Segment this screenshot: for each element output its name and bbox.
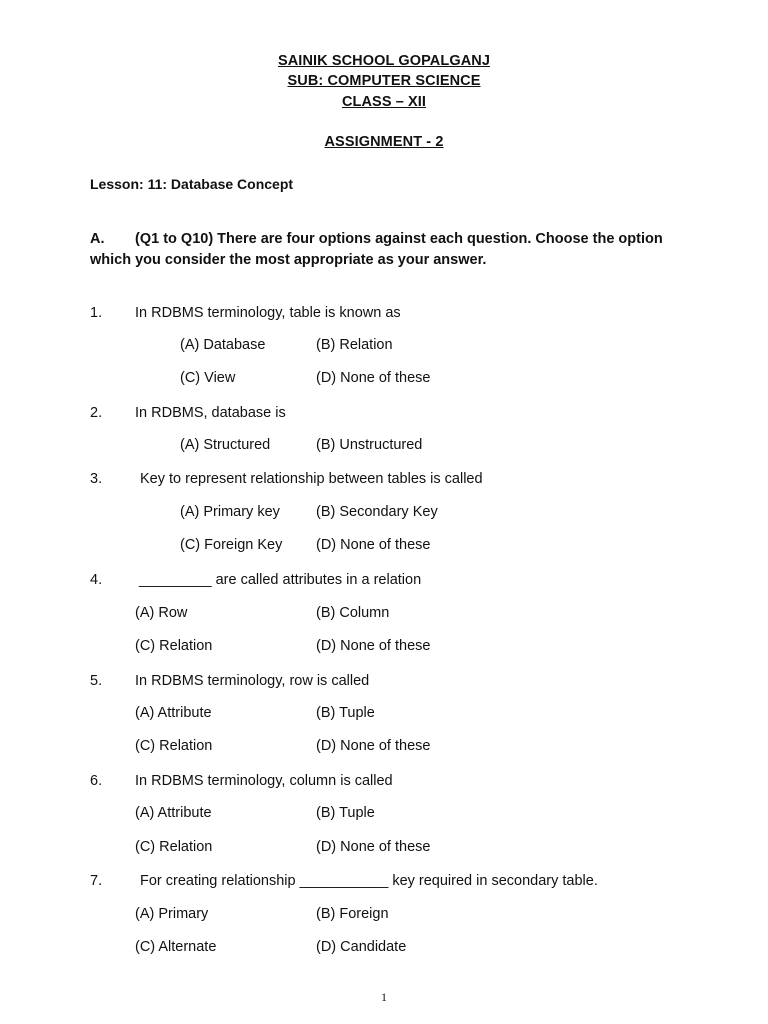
question-number: 7. [90, 873, 103, 889]
question-number: 6. [90, 773, 103, 789]
section-a-label: A. [90, 231, 105, 247]
question-text: For creating relationship ___________ key required in secondary table. [140, 873, 598, 889]
option: (A) Attribute [135, 705, 212, 721]
question-number: 3. [90, 471, 103, 487]
question-number: 5. [90, 673, 103, 689]
page-number: 1 [381, 990, 387, 1004]
option: (B) Column [316, 605, 390, 621]
option: (C) Relation [135, 638, 213, 654]
option: (D) None of these [316, 638, 431, 654]
option: (C) Foreign Key [180, 537, 283, 553]
option: (A) Primary key [180, 504, 280, 520]
question-number: 2. [90, 405, 103, 421]
option: (A) Primary [135, 906, 209, 922]
option: (B) Relation [316, 337, 393, 353]
option: (C) View [180, 370, 236, 386]
option: (B) Secondary Key [316, 504, 438, 520]
option: (A) Row [135, 605, 188, 621]
option: (D) None of these [316, 370, 431, 386]
option: (A) Attribute [135, 805, 212, 821]
option: (D) None of these [316, 839, 431, 855]
class-line: CLASS – XII [341, 94, 427, 110]
option: (C) Relation [135, 738, 213, 754]
question-text: In RDBMS terminology, table is known as [135, 305, 401, 321]
option: (B) Tuple [316, 705, 375, 721]
option: (B) Tuple [316, 805, 375, 821]
lesson-title: Lesson: 11: Database Concept [90, 176, 294, 192]
section-a-instruction [90, 229, 670, 271]
school-name: SAINIK SCHOOL GOPALGANJ [277, 53, 491, 69]
question-number: 1. [90, 305, 103, 321]
question-number: 4. [90, 572, 103, 588]
option: (D) None of these [316, 738, 431, 754]
option: (C) Relation [135, 839, 213, 855]
option: (B) Foreign [316, 906, 389, 922]
option: (A) Database [180, 337, 266, 353]
question-text: Key to represent relationship between tables is called [140, 471, 483, 487]
section-a-text: (Q1 to Q10) There are four options against each question. Choose the option which you consider the most appropriate as your answer. [90, 231, 663, 268]
question-text: In RDBMS terminology, row is called [135, 673, 370, 689]
assignment-title: ASSIGNMENT - 2 [324, 134, 444, 150]
option: (B) Unstructured [316, 437, 423, 453]
option: (D) Candidate [316, 939, 407, 955]
subject-line: SUB: COMPUTER SCIENCE [287, 73, 481, 89]
question-text: In RDBMS terminology, column is called [135, 773, 393, 789]
option: (C) Alternate [135, 939, 217, 955]
option: (D) None of these [316, 537, 431, 553]
question-text: _________ are called attributes in a relation [139, 572, 422, 588]
question-text: In RDBMS, database is [135, 405, 286, 421]
option: (A) Structured [180, 437, 271, 453]
